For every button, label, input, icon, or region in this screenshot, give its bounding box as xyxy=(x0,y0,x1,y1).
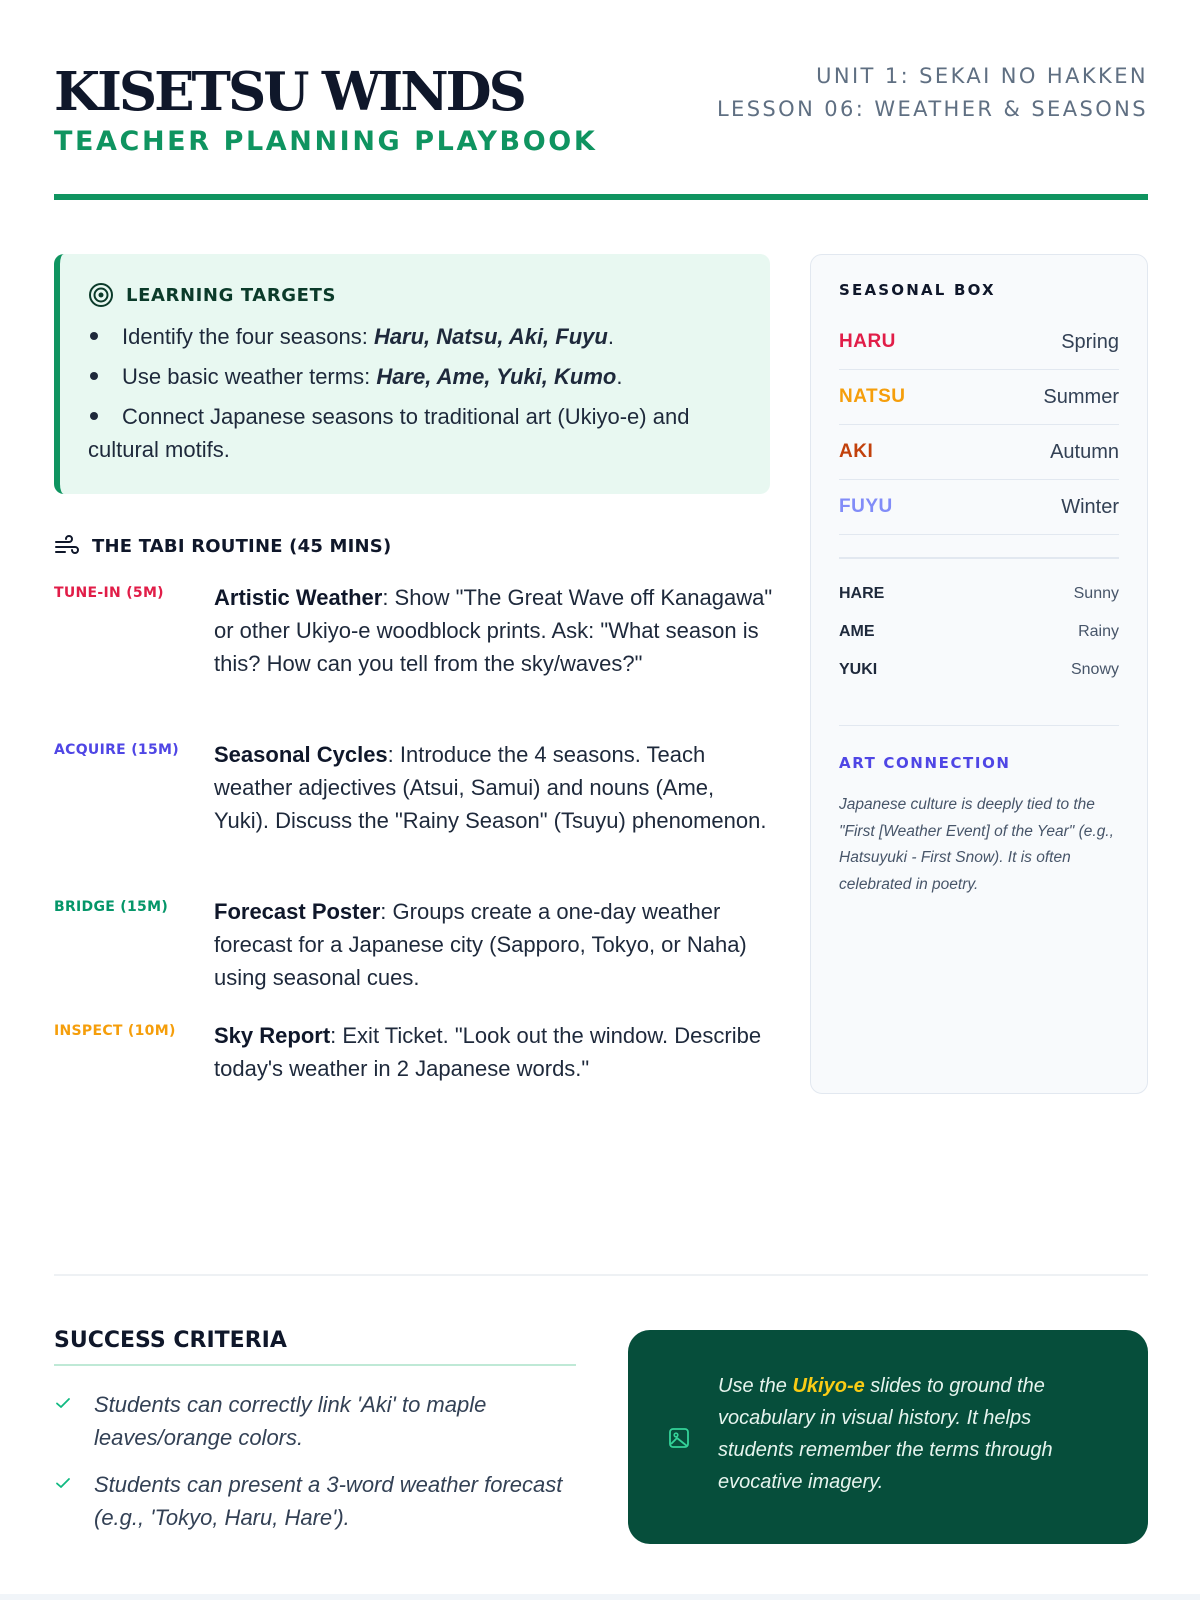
weather-term: AME xyxy=(839,622,875,640)
success-criteria-list xyxy=(54,1388,576,1534)
step-description xyxy=(214,581,774,680)
image-icon xyxy=(668,1427,690,1449)
step-heading: Forecast Poster xyxy=(214,899,381,924)
learning-targets-card xyxy=(54,254,770,494)
season-row xyxy=(839,480,1119,535)
tip-highlight: Ukiyo-e xyxy=(792,1375,865,1397)
art-connection-title: ART CONNECTION xyxy=(839,754,1011,772)
header-divider xyxy=(54,194,1148,200)
season-term: NATSU xyxy=(839,386,906,407)
weather-row xyxy=(839,575,1119,613)
target-item xyxy=(88,400,740,466)
step-heading: Artistic Weather xyxy=(214,585,383,610)
footer-band xyxy=(0,1594,1200,1600)
season-translation: Summer xyxy=(1043,385,1119,408)
step-text: : Introduce the 4 seasons. Teach weather adjectives (Atsui, Samui) and nouns (Ame, Yuki). Discuss the "Rainy Season" (Tsuyu) phenomenon. xyxy=(214,742,767,833)
tip-text-start: Use the xyxy=(718,1375,793,1397)
check-icon xyxy=(54,1474,72,1492)
season-translation: Winter xyxy=(1061,495,1119,518)
success-criteria-title: SUCCESS CRITERIA xyxy=(54,1328,576,1366)
step-tag: TUNE-IN (5M) xyxy=(54,585,164,601)
lesson-label: LESSON 06: WEATHER & SEASONS xyxy=(716,97,1148,121)
routine-title: THE TABI ROUTINE (45 MINS) xyxy=(92,535,392,557)
page-header xyxy=(54,60,1148,200)
art-connection-text: Japanese culture is deeply tied to the "First [Weather Event] of the Year" (e.g., Hatsuyuki - First Snow). It is often celebrated in poetry. xyxy=(839,796,1114,893)
step-description xyxy=(214,1019,774,1085)
step-description xyxy=(214,895,774,994)
step-text: : Show "The Great Wave off Kanagawa" or other Ukiyo-e woodblock prints. Ask: "What season is this? How can you tell from the sky/waves?" xyxy=(214,585,773,676)
step-tag: INSPECT (10M) xyxy=(54,1023,176,1039)
weather-translation: Snowy xyxy=(1070,660,1119,678)
season-term: HARU xyxy=(839,331,896,352)
season-row xyxy=(839,425,1119,480)
success-criteria xyxy=(54,1328,576,1548)
target-icon xyxy=(88,282,114,308)
target-terms: Haru, Natsu, Aki, Fuyu xyxy=(373,324,608,349)
target-text: Use basic weather terms: xyxy=(122,364,377,389)
season-translation: Autumn xyxy=(1050,440,1119,463)
step-description xyxy=(214,738,774,837)
routine-header xyxy=(54,535,391,557)
box-divider xyxy=(839,557,1119,559)
weather-term: HARE xyxy=(839,584,885,602)
teaching-tip-card xyxy=(628,1330,1148,1544)
learning-targets-header xyxy=(88,278,740,312)
step-tag: BRIDGE (15M) xyxy=(54,899,169,915)
brand-title: KISETSU WINDS xyxy=(54,61,524,123)
weather-row xyxy=(839,613,1119,651)
target-text: Identify the four seasons: xyxy=(122,324,374,349)
step-heading: Seasonal Cycles xyxy=(214,742,388,767)
unit-label: UNIT 1: SEKAI NO HAKKEN xyxy=(816,64,1148,88)
criterion-text: Students can correctly link 'Aki' to maple leaves/orange colors. xyxy=(94,1392,487,1450)
weather-translation: Rainy xyxy=(1078,622,1119,640)
target-tail: . xyxy=(616,364,623,389)
bullet-icon xyxy=(90,372,98,380)
step-text: : Exit Ticket. "Look out the window. Describe today's weather in 2 Japanese words." xyxy=(214,1023,762,1081)
target-item xyxy=(88,320,740,353)
target-tail: . xyxy=(607,324,614,349)
learning-targets-title: LEARNING TARGETS xyxy=(126,284,337,306)
criterion-item xyxy=(54,1388,576,1454)
weather-translation: Sunny xyxy=(1073,584,1119,602)
check-icon xyxy=(54,1394,72,1412)
page-subtitle: TEACHER PLANNING PLAYBOOK xyxy=(54,126,598,157)
season-row xyxy=(839,315,1119,370)
target-terms: Hare, Ame, Yuki, Kumo xyxy=(376,364,617,389)
seasonal-box-title: SEASONAL BOX xyxy=(839,281,996,299)
weather-row xyxy=(839,651,1119,689)
season-term: FUYU xyxy=(839,496,893,517)
weather-term: YUKI xyxy=(839,660,878,678)
target-text: Connect Japanese seasons to traditional art (Ukiyo-e) and cultural motifs. xyxy=(88,404,690,462)
bullet-icon xyxy=(90,412,98,420)
tip-text-end: slides to ground the vocabulary in visual history. It helps students remember the terms through evocative imagery. xyxy=(718,1375,1053,1493)
section-divider xyxy=(54,1274,1148,1276)
learning-targets-list xyxy=(88,320,740,466)
teaching-tip-text xyxy=(718,1370,1078,1498)
step-text: : Groups create a one-day weather forecast for a Japanese city (Sapporo, Tokyo, or Naha) using seasonal cues. xyxy=(214,899,747,990)
criterion-text: Students can present a 3-word weather forecast (e.g., 'Tokyo, Haru, Hare'). xyxy=(94,1472,563,1530)
criterion-item xyxy=(54,1468,576,1534)
unit-meta xyxy=(717,60,1148,126)
box-divider xyxy=(839,725,1119,727)
target-item xyxy=(88,360,740,393)
wind-icon xyxy=(54,535,80,557)
season-term: AKI xyxy=(839,441,874,462)
season-row xyxy=(839,370,1119,425)
step-heading: Sky Report xyxy=(214,1023,331,1048)
season-translation: Spring xyxy=(1061,330,1119,353)
seasonal-box xyxy=(810,254,1148,1094)
bullet-icon xyxy=(90,332,98,340)
step-tag: ACQUIRE (15M) xyxy=(54,742,179,758)
